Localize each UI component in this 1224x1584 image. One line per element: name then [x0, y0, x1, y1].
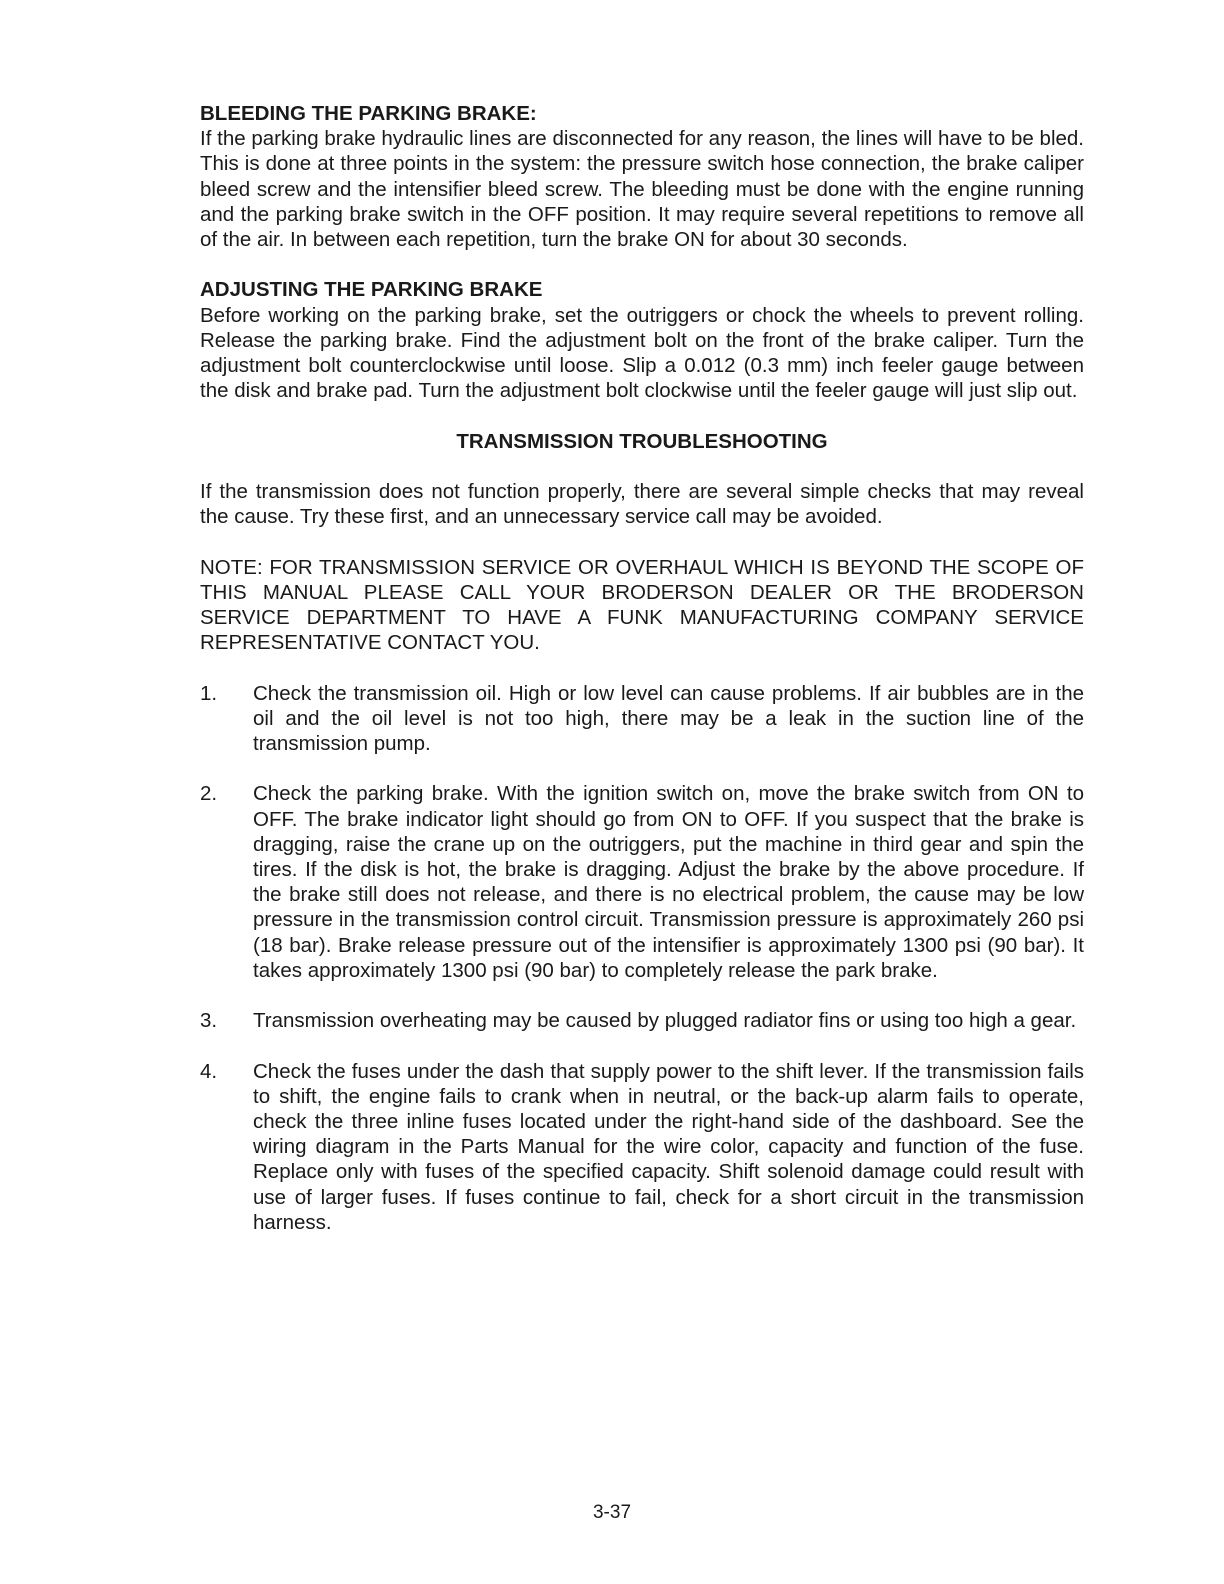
troubleshooting-list: [200, 681, 1084, 1235]
spacer: [200, 403, 1084, 428]
troubleshooting-intro: If the transmission does not function properly, there are several simple checks that may reveal the cause. Try these first, and an unnecessary service call may be avoided.: [200, 480, 1084, 529]
list-item-text: Check the transmission oil. High or low level can cause problems. If air bubbles are in the oil and the oil level is not too high, there may be a leak in the suction line of the transmission pump.: [253, 681, 1084, 755]
spacer: [200, 655, 1084, 680]
page-number: 3-37: [592, 1502, 632, 1523]
spacer: [200, 454, 1084, 479]
section-body-bleeding: If the parking brake hydraulic lines are disconnected for any reason, the lines will have to be bled. This is done at three points in the system: the pressure switch hose connection, the brake caliper bleed screw and the intensifier bleed screw. The bleeding must be done with the engine running and the parking brake switch in the OFF position. It may require several repetitions to remove all of the air. In between each repetition, turn the brake ON for about 30 seconds.: [200, 127, 1084, 252]
section-heading-bleeding: BLEEDING THE PARKING BRAKE:: [200, 102, 537, 125]
section-body-adjusting: Before working on the parking brake, set the outriggers or chock the wheels to prevent rolling. Release the parking brake. Find the adjustment bolt on the front of the brake caliper. Turn the adjustment bolt counterclockwise until loose. Slip a 0.012 (0.3 mm) inch feeler gauge between the disk and brake pad. Turn the adjustment bolt clockwise until the feeler gauge will just slip out.: [200, 303, 1084, 403]
service-note: NOTE: FOR TRANSMISSION SERVICE OR OVERHAUL WHICH IS BEYOND THE SCOPE OF THIS MANUAL PLEASE CALL YOUR BRODERSON DEALER OR THE BRODERSON SERVICE DEPARTMENT TO HAVE A FUNK MANUFACTURING COMPANY SERVICE REPRESENTATIVE CONTACT YOU.: [200, 555, 1084, 655]
list-item: [200, 681, 1084, 757]
list-item-number: 1.: [200, 681, 218, 705]
document-page: [200, 101, 1084, 1235]
spacer: [200, 529, 1084, 554]
list-item: [200, 1008, 1084, 1033]
list-item: [200, 1059, 1084, 1235]
troubleshooting-title: TRANSMISSION TROUBLESHOOTING: [456, 429, 828, 453]
list-item-text: Check the fuses under the dash that supply power to the shift lever. If the transmission fails to shift, the engine fails to crank when in neutral, or the back-up alarm fails to operate, check the three inline fuses located under the right-hand side of the dashboard. See the wiring diagram in the Parts Manual for the wire color, capacity and function of the fuse. Replace only with fuses of the specified capacity. Shift solenoid damage could result with use of larger fuses. If fuses continue to fail, check for a short circuit in the transmission harness.: [253, 1059, 1084, 1234]
list-item: [200, 781, 1084, 983]
list-item-number: 2.: [200, 782, 218, 806]
spacer: [200, 252, 1084, 277]
list-item-number: 4.: [200, 1059, 218, 1083]
section-heading-adjusting: ADJUSTING THE PARKING BRAKE: [200, 278, 543, 302]
list-item-text: Transmission overheating may be caused by plugged radiator fins or using too high a gear.: [253, 1009, 1077, 1033]
list-item-number: 3.: [200, 1009, 218, 1033]
list-item-text: Check the parking brake. With the ignition switch on, move the brake switch from ON to OFF. The brake indicator light should go from ON to OFF. If you suspect that the brake is dragging, raise the crane up on the outriggers, put the machine in third gear and spin the tires. If the disk is hot, the brake is dragging. Adjust the brake by the above procedure. If the brake still does not release, and there is no electrical problem, the cause may be low pressure in the transmission control circuit. Transmission pressure is approximately 260 psi (18 bar). Brake release pressure out of the intensifier is approximately 1300 psi (90 bar). It takes approximately 1300 psi (90 bar) to completely release the park brake.: [253, 782, 1084, 982]
